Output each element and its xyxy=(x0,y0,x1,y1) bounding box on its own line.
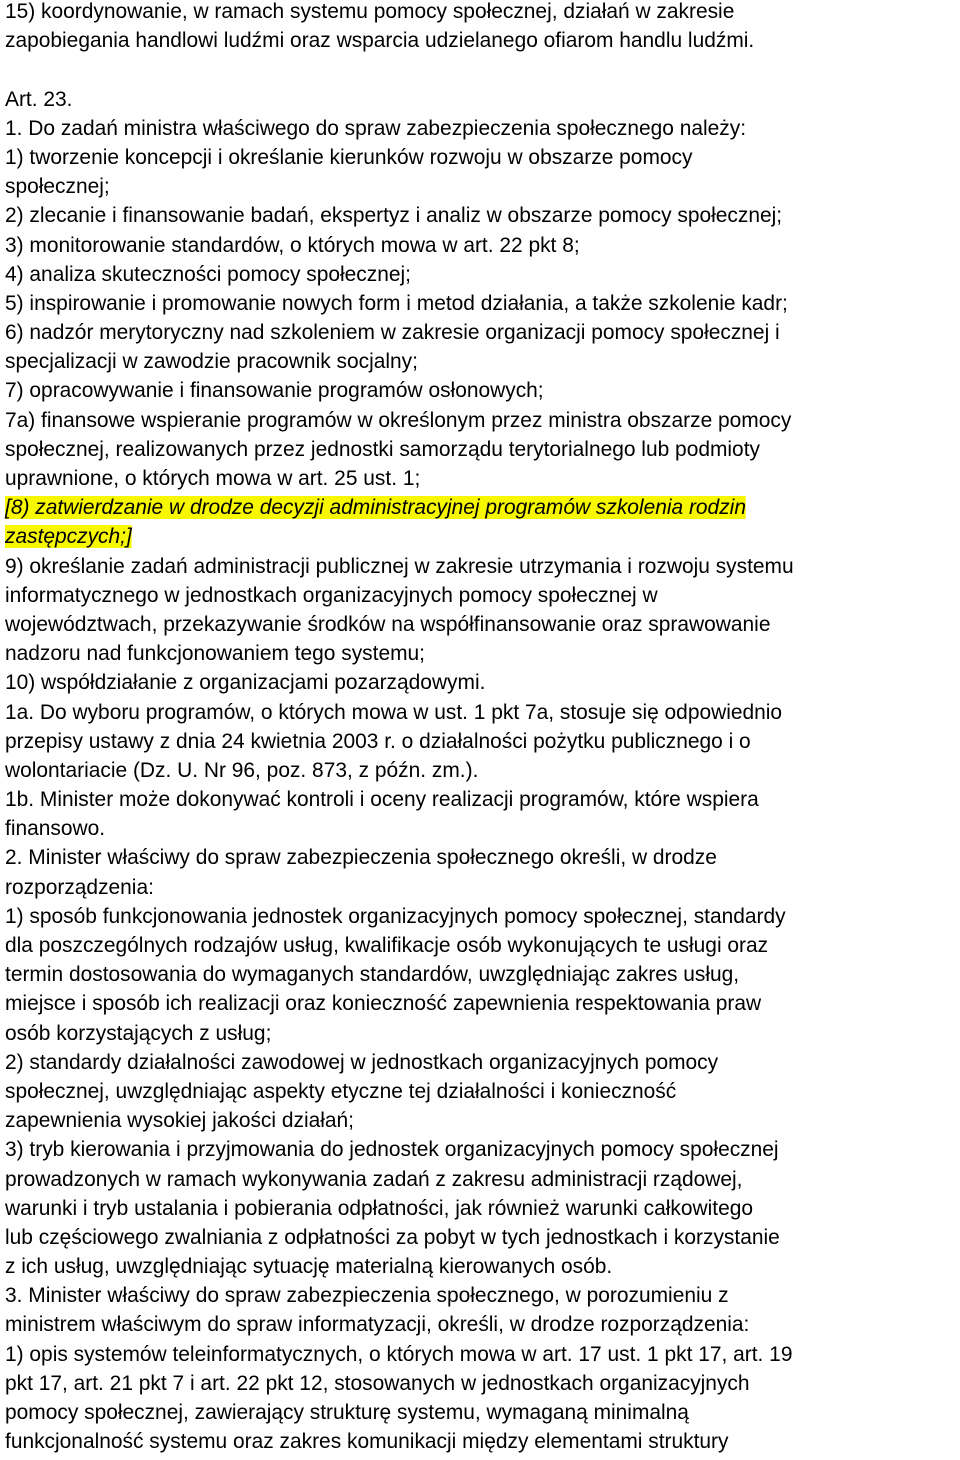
text-line: 2) standardy działalności zawodowej w jednostkach organizacyjnych pomocy xyxy=(5,1050,719,1074)
text-line: funkcjonalność systemu oraz zakres komunikacji między elementami struktury xyxy=(5,1430,729,1454)
text-line: przepisy ustawy z dnia 24 kwietnia 2003 r. o działalności pożytku publicznego i o xyxy=(5,729,751,753)
text-line: 15) koordynowanie, w ramach systemu pomocy społecznej, działań w zakresie xyxy=(5,0,735,23)
text-line: lub częściowego zwalniania z odpłatności za pobyt w tych jednostkach i korzystanie xyxy=(5,1225,780,1249)
text-line: wolontariacie (Dz. U. Nr 96, poz. 873, z późn. zm.). xyxy=(5,758,479,782)
text-line: finansowo. xyxy=(5,817,106,841)
text-line: 9) określanie zadań administracji publicznej w zakresie utrzymania i rozwoju systemu xyxy=(5,554,794,578)
text-line: społecznej, uwzględniając aspekty etyczne tej działalności i konieczność xyxy=(5,1079,677,1103)
text-line: 7a) finansowe wspieranie programów w określonym przez ministra obszarze pomocy xyxy=(5,408,792,432)
blank-line xyxy=(5,55,960,84)
text-line: zapobiegania handlowi ludźmi oraz wsparcia udzielanego ofiarom handlu ludźmi. xyxy=(5,29,755,53)
text-line: 1) opis systemów teleinformatycznych, o których mowa w art. 17 ust. 1 pkt 17, art. 19 xyxy=(5,1342,793,1366)
text-line: 6) nadzór merytoryczny nad szkoleniem w zakresie organizacji pomocy społecznej i xyxy=(5,321,780,345)
text-line: społecznej; xyxy=(5,175,110,199)
article-23-part-1 xyxy=(5,114,960,493)
text-line: 5) inspirowanie i promowanie nowych form i metod działania, a także szkolenie kadr; xyxy=(5,291,788,315)
text-line: dla poszczególnych rodzajów usług, kwalifikacje osób wykonujących te usługi oraz xyxy=(5,934,769,957)
paragraph-15 xyxy=(5,0,960,55)
text-line: 2. Minister właściwy do spraw zabezpieczenia społecznego określi, w drodze xyxy=(5,846,717,870)
highlighted-line xyxy=(5,493,957,522)
text-line: specjalizacji w zawodzie pracownik socjalny; xyxy=(5,350,418,374)
text-line: 3. Minister właściwy do spraw zabezpieczenia społecznego, w porozumieniu z xyxy=(5,1284,729,1308)
text-line: 10) współdziałanie z organizacjami pozarządowymi. xyxy=(5,671,486,695)
text-line: 1a. Do wyboru programów, o których mowa w ust. 1 pkt 7a, stosuje się odpowiednio xyxy=(5,700,783,724)
text-line: 3) tryb kierowania i przyjmowania do jednostek organizacyjnych pomocy społecznej xyxy=(5,1138,779,1162)
text-line: 1) tworzenie koncepcji i określanie kierunków rozwoju w obszarze pomocy xyxy=(5,145,693,169)
article-heading: Art. 23. xyxy=(5,87,73,111)
text-line: prowadzonych w ramach wykonywania zadań z zakresu administracji rządowej, xyxy=(5,1167,743,1191)
text-line: województwach, przekazywanie środków na współfinansowanie oraz sprawowanie xyxy=(5,612,771,636)
text-line: miejsce i sposób ich realizacji oraz konieczność zapewnienia respektowania praw xyxy=(5,992,762,1016)
text-line: osób korzystających z usług; xyxy=(5,1021,272,1045)
text-line: z ich usług, uwzględniając sytuację materialną kierowanych osób. xyxy=(5,1255,613,1279)
text-line: 3) monitorowanie standardów, o których mowa w art. 22 pkt 8; xyxy=(5,233,580,257)
text-line: termin dostosowania do wymaganych standardów, uwzględniając zakres usług, xyxy=(5,963,740,987)
text-line: informatycznego w jednostkach organizacyjnych pomocy społecznej w xyxy=(5,583,658,607)
highlighted-line xyxy=(5,522,957,551)
text-line: uprawnione, o których mowa w art. 25 ust. 1; xyxy=(5,467,421,490)
text-line: 1. Do zadań ministra właściwego do spraw zabezpieczenia społecznego należy: xyxy=(5,116,747,140)
text-line: 4) analiza skuteczności pomocy społecznej; xyxy=(5,262,411,286)
text-line: 1b. Minister może dokonywać kontroli i oceny realizacji programów, które wspiera xyxy=(5,788,759,812)
text-line: pomocy społecznej, zawierający strukturę systemu, wymaganą minimalną xyxy=(5,1401,689,1424)
text-line: warunki i tryb ustalania i pobierania odpłatności, jak również warunki całkowitego xyxy=(5,1196,753,1220)
highlighted-text: zastępczych;] xyxy=(5,525,132,549)
text-line: nadzoru nad funkcjonowaniem tego systemu; xyxy=(5,642,425,666)
text-line: rozporządzenia: xyxy=(5,875,154,899)
highlighted-point-8 xyxy=(5,493,960,551)
text-line: ministrem właściwym do spraw informatyzacji, określi, w drodze rozporządzenia: xyxy=(5,1313,750,1337)
article-23-part-2 xyxy=(5,552,960,1457)
text-line: 7) opracowywanie i finansowanie programów osłonowych; xyxy=(5,379,544,403)
text-line: zapewnienia wysokiej jakości działań; xyxy=(5,1109,354,1133)
text-line: społecznej, realizowanych przez jednostki samorządu terytorialnego lub podmioty xyxy=(5,437,760,461)
text-line: 1) sposób funkcjonowania jednostek organizacyjnych pomocy społecznej, standardy xyxy=(5,904,786,928)
text-line: pkt 17, art. 21 pkt 7 i art. 22 pkt 12, stosowanych w jednostkach organizacyjnych xyxy=(5,1371,750,1395)
text-line: 2) zlecanie i finansowanie badań, ekspertyz i analiz w obszarze pomocy społecznej; xyxy=(5,204,783,228)
highlighted-text: [8) zatwierdzanie w drodze decyzji administracyjnej programów szkolenia rodzin xyxy=(5,496,746,520)
